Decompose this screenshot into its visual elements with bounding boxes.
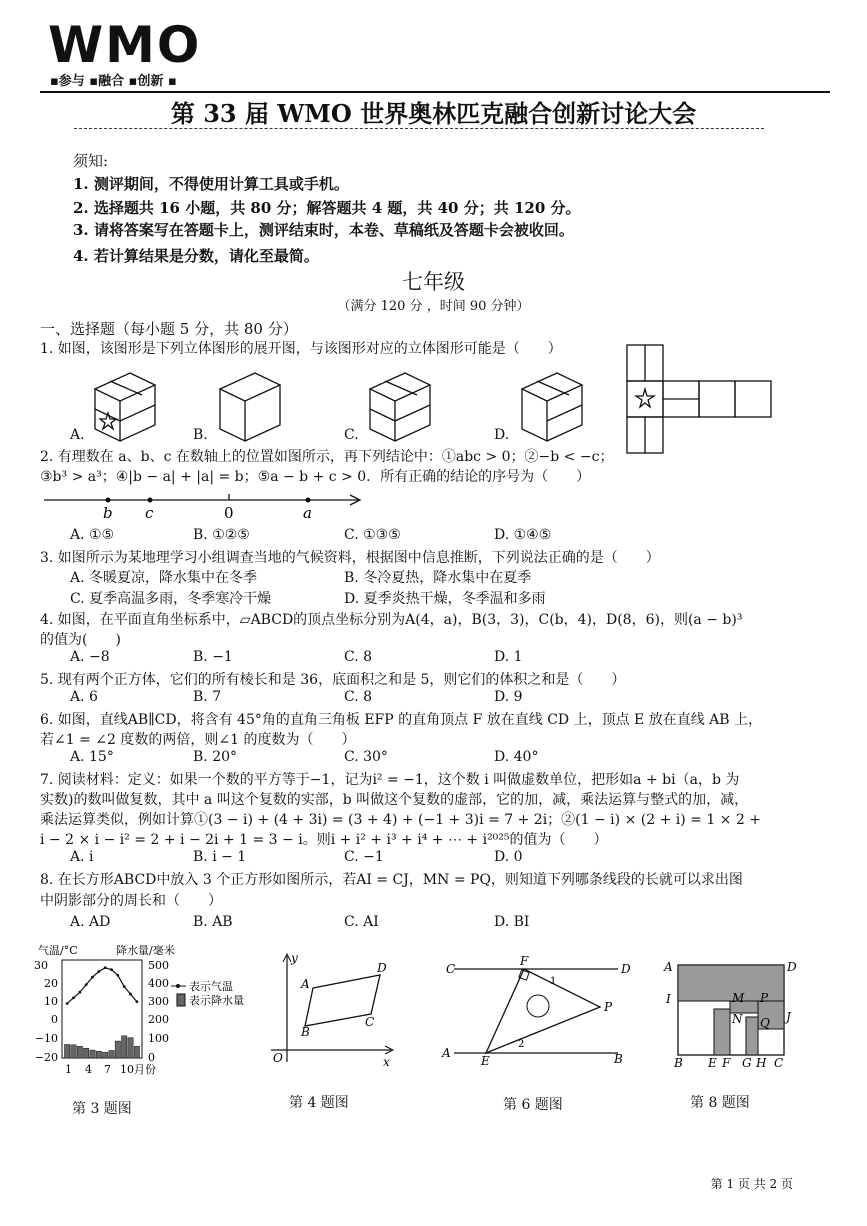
label-c: C <box>774 1056 784 1070</box>
q6-line-1: 6. 如图，直线AB∥CD，将含有 45°角的直角三角板 EFP 的直角顶点 F 放在直线 CD 上，顶点 E 放在直线 AB 上， <box>40 712 762 728</box>
notice-item-4: 4. 若计算结果是分数，请化至最简。 <box>73 247 319 265</box>
q7-line-2: 实数)的数叫做复数，其中 a 叫这个复数的实部，b 叫做这个复数的虚部，它的加，减，乘法运算与整式的加，减， <box>40 792 749 808</box>
triangle-efp <box>486 969 600 1053</box>
q2-number-line <box>40 490 370 522</box>
q7-line-1: 7. 阅读材料：定义：如果一个数的平方等于−1，记为i² = −1，这个数 i 叫做虚数单位，把形如a + bi（a，b 为 <box>40 772 740 788</box>
section-title: 一、选择题（每小题 5 分，共 80 分） <box>40 320 298 338</box>
notice-item-3: 3. 请将答案写在答题卡上，测评结束时，本卷、草稿纸及答题卡会被收回。 <box>73 221 574 239</box>
label-g: G <box>742 1056 752 1070</box>
temp-point-12 <box>135 1000 138 1003</box>
right-tick-300: 300 <box>148 995 169 1008</box>
label-f: F <box>722 1056 731 1070</box>
label-d: D <box>787 960 797 974</box>
notice-item-1: 1. 测评期间，不得使用计算工具或手机。 <box>73 175 349 193</box>
caption-fig3: 第 3 题图 <box>72 1101 132 1117</box>
caption-fig6: 第 6 题图 <box>503 1097 563 1113</box>
label-b: B <box>301 1025 310 1039</box>
page-title: 第 33 届 WMO 世界奥林匹克融合创新讨论大会 <box>170 99 697 128</box>
q7-option-a: A. i <box>70 849 94 865</box>
temp-point-9 <box>116 974 119 977</box>
legend-dot-symbol <box>176 984 180 988</box>
caption-fig8: 第 8 题图 <box>690 1095 750 1111</box>
notice-item-2: 2. 选择题共 16 小题，共 80 分；解答题共 4 题，共 40 分；共 120 分。 <box>73 199 581 217</box>
q1-option-a: A. <box>70 427 85 443</box>
label-x: x <box>383 1055 390 1069</box>
temperature-points <box>66 966 138 1005</box>
label-o: O <box>273 1051 283 1065</box>
q2-option-b: B. ①②⑤ <box>193 527 250 543</box>
label-c: C <box>365 1015 375 1029</box>
q5-stem: 5. 现有两个正方体，它们的所有棱长和是 36，底面积之和是 5，则它们的体积之和是（ ） <box>40 672 626 688</box>
wmo-logo: WMO <box>48 16 202 74</box>
temp-point-5 <box>91 976 94 979</box>
left-tick-30: 30 <box>34 959 48 972</box>
fig8-rectangle-diagram <box>660 955 800 1070</box>
rain-bar-7 <box>103 1052 108 1058</box>
left-tick-0: 0 <box>51 1013 58 1026</box>
q7-option-c: C. −1 <box>344 849 384 865</box>
label-b: B <box>614 1052 623 1066</box>
notice-heading: 须知: <box>73 152 109 170</box>
temp-point-2 <box>72 996 75 999</box>
temp-point-7 <box>104 966 107 969</box>
q4-option-d: D. 1 <box>494 649 523 665</box>
label-j: J <box>786 1010 791 1024</box>
q3-option-a: A. 冬暖夏凉，降水集中在冬季 <box>70 570 258 586</box>
q1-option-c: C. <box>344 427 359 443</box>
x-tick-7: 7 <box>104 1063 111 1076</box>
rain-bar-1 <box>65 1044 70 1058</box>
temp-point-11 <box>129 993 132 996</box>
right-axis-title: 降水量/毫米 <box>116 944 175 957</box>
q7-line-3: 乘法运算类似，例如计算①(3 − i) + (4 + 3i) = (3 + 4) + (−1 + 3)i = 7 + 2i；②(1 − i) × (2 + i) = 1 × 2 + <box>40 812 761 828</box>
label-e: E <box>481 1054 490 1068</box>
q4-option-a: A. −8 <box>70 649 110 665</box>
rain-bar-8 <box>109 1050 114 1058</box>
left-tick-minus20: −20 <box>34 1051 58 1064</box>
square-1 <box>714 1009 730 1055</box>
cube-b <box>220 373 280 441</box>
label-i: I <box>666 992 671 1006</box>
label-q: Q <box>760 1016 770 1030</box>
cube-c <box>370 373 430 441</box>
temp-point-1 <box>66 1002 69 1005</box>
legend-rain: 表示降水量 <box>189 994 244 1007</box>
q1-stem: 1. 如图，该图形是下列立体图形的展开图，与该图形对应的立体图形可能是（ ） <box>40 341 562 357</box>
rain-bar-11 <box>128 1038 133 1058</box>
score-info: （满分 120 分 ，时间 90 分钟） <box>337 299 530 314</box>
caption-fig4: 第 4 题图 <box>289 1095 349 1111</box>
right-tick-0: 0 <box>148 1051 155 1064</box>
q5-option-b: B. 7 <box>193 689 222 705</box>
q3-option-d: D. 夏季炎热干燥，冬季温和多雨 <box>344 591 546 607</box>
label-c: C <box>446 962 456 976</box>
right-tick-100: 100 <box>148 1032 169 1045</box>
q6-line-2: 若∠1 = ∠2 度数的两倍，则∠1 的度数为（ ） <box>40 732 356 748</box>
right-tick-400: 400 <box>148 977 169 990</box>
q6-option-c: C. 30° <box>344 749 388 765</box>
q5-option-a: A. 6 <box>70 689 98 705</box>
temp-point-8 <box>110 968 113 971</box>
grade-title: 七年级 <box>402 270 465 294</box>
shaded-region-top <box>678 965 784 1001</box>
label-f: F <box>520 954 529 968</box>
label-d: D <box>621 962 631 976</box>
x-tick-1: 1 <box>65 1063 72 1076</box>
label-y: y <box>291 951 298 965</box>
axis-label-b: b <box>103 504 113 522</box>
label-a: A <box>301 977 310 991</box>
x-tick-10: 10月份 <box>120 1063 156 1076</box>
fig4-coordinate-diagram <box>265 950 400 1070</box>
q6-option-d: D. 40° <box>494 749 539 765</box>
q3-stem: 3. 如图所示为某地理学习小组调查当地的气候资料，根据图中信息推断，下列说法正确的是（ ） <box>40 550 660 566</box>
fig6-geometry-diagram <box>438 955 633 1067</box>
label-n: N <box>732 1012 743 1026</box>
label-p: P <box>604 1000 613 1014</box>
logo-slogan: ▪参与 ▪融合 ▪创新 ▪ <box>50 74 177 89</box>
temp-point-6 <box>97 970 100 973</box>
label-a: A <box>442 1046 451 1060</box>
q2-option-a: A. ①⑤ <box>70 527 115 543</box>
label-b: B <box>674 1056 683 1070</box>
q1-option-b: B. <box>193 427 208 443</box>
axis-label-a: a <box>303 504 312 522</box>
q2-line-2: ③b³ > a³；④|b − a| + |a| = b；⑤a − b + c > 0．所有正确的结论的序号为（ ） <box>40 469 591 485</box>
q4-line-1: 4. 如图，在平面直角坐标系中，▱ABCD的顶点坐标分别为A(4，a)，B(3，3)，C(b，4)，D(8，6)，则(a − b)³ <box>40 612 743 628</box>
climate-chart <box>36 942 276 1082</box>
rain-bars <box>65 1036 140 1058</box>
temperature-line <box>67 968 137 1004</box>
q6-option-b: B. 20° <box>193 749 238 765</box>
q3-option-b: B. 冬冷夏热，降水集中在夏季 <box>344 570 532 586</box>
dashed-divider <box>74 128 764 129</box>
rain-bar-6 <box>96 1051 101 1058</box>
temp-point-4 <box>85 983 88 986</box>
right-tick-200: 200 <box>148 1013 169 1026</box>
q5-option-c: C. 8 <box>344 689 373 705</box>
q2-option-c: C. ①③⑤ <box>344 527 401 543</box>
rain-bar-10 <box>122 1036 127 1058</box>
x-tick-4: 4 <box>85 1063 92 1076</box>
q2-option-d: D. ①④⑤ <box>494 527 552 543</box>
q5-option-d: D. 9 <box>494 689 523 705</box>
q2-line-1: 2. 有理数在 a、b、c 在数轴上的位置如图所示，再下列结论中：①abc > 0；②−b < −c； <box>40 449 614 465</box>
q1-cube-options <box>80 365 600 447</box>
q3-option-c: C. 夏季高温多雨，冬季寒冷干燥 <box>70 591 272 607</box>
cube-a <box>95 373 155 441</box>
left-tick-minus10: −10 <box>34 1032 58 1045</box>
cube-d <box>522 373 582 441</box>
q6-option-a: A. 15° <box>70 749 114 765</box>
rain-bar-5 <box>90 1050 95 1058</box>
right-tick-500: 500 <box>148 959 169 972</box>
label-angle-1: 1 <box>550 976 557 987</box>
q4-line-2: 的值为( ) <box>40 632 121 648</box>
q7-option-b: B. i − 1 <box>193 849 247 865</box>
q1-net-figure <box>625 343 775 455</box>
q7-option-d: D. 0 <box>494 849 523 865</box>
left-tick-10: 10 <box>44 995 58 1008</box>
label-p: P <box>760 991 769 1005</box>
rain-bar-2 <box>71 1045 76 1058</box>
legend-bar-symbol <box>177 994 185 1006</box>
q8-option-c: C. AI <box>344 914 379 930</box>
left-axis-title: 气温/°C <box>38 944 78 957</box>
rain-bar-3 <box>77 1046 82 1058</box>
axis-label-c: c <box>145 504 154 522</box>
label-e: E <box>708 1056 717 1070</box>
rain-bar-4 <box>84 1048 89 1058</box>
q7-line-4: i − 2 × i − i² = 2 + i − 2i + 1 = 3 − i。则i + i² + i³ + i⁴ + ⋯ + i²⁰²⁵的值为（ ） <box>40 832 608 848</box>
q8-option-b: B. AB <box>193 914 233 930</box>
q8-option-d: D. BI <box>494 914 530 930</box>
q8-line-2: 中阴影部分的周长和（ ） <box>40 893 222 909</box>
temp-point-3 <box>78 991 81 994</box>
axis-label-0: 0 <box>224 504 234 522</box>
q8-line-1: 8. 在长方形ABCD中放入 3 个正方形如图所示，若AI = CJ，MN = PQ，则知道下列哪条线段的长就可以求出图 <box>40 872 743 888</box>
label-angle-2: 2 <box>518 1039 525 1050</box>
page-footer: 第 1 页 共 2 页 <box>710 1177 793 1191</box>
q8-option-a: A. AD <box>70 914 111 930</box>
label-d: D <box>377 961 387 975</box>
header-rule <box>40 91 830 93</box>
rain-bar-12 <box>134 1046 139 1058</box>
q4-option-b: B. −1 <box>193 649 233 665</box>
rain-bar-9 <box>115 1041 120 1058</box>
square-4 <box>746 1017 758 1055</box>
q4-option-c: C. 8 <box>344 649 373 665</box>
label-a: A <box>664 960 673 974</box>
temp-point-10 <box>123 985 126 988</box>
label-m: M <box>732 991 745 1005</box>
left-tick-20: 20 <box>44 977 58 990</box>
label-h: H <box>756 1056 767 1070</box>
q1-option-d: D. <box>494 427 510 443</box>
legend-temp: 表示气温 <box>189 980 233 993</box>
